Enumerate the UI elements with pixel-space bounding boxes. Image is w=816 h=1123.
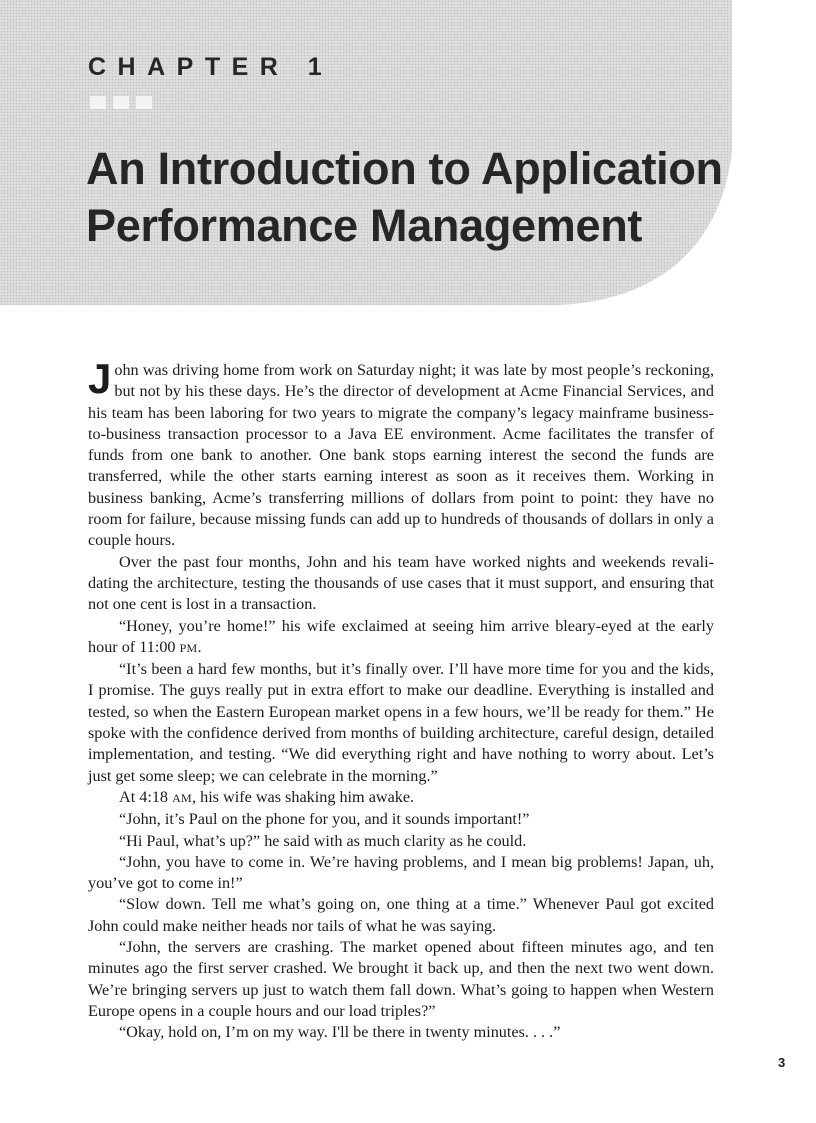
- page-number: 3: [778, 1055, 786, 1070]
- paragraph-text: “Honey, you’re home!” his wife exclaimed at seeing him arrive bleary-eyed at the early hour of 11:00: [88, 616, 714, 656]
- paragraph: “It’s been a hard few months, but it’s finally over. I’ll have more time for you and the kids, I promise. The guys really put in extra effort to make our deadline. Everything is installed and tested, so when the Eastern European market opens in a few hours, we’ll be ready for them.” He spoke with the confidence derived from months of building architecture, careful design, detailed implementation, and testing. “We did everything right and have nothing to worry about. Let’s just get some sleep; we can celebrate in the morning.”: [88, 660, 714, 785]
- paragraph: Over the past four months, John and his team have worked nights and weekends revali-dating the architecture, testing the thousands of use cases that it must support, and ensuring that not one cent is lost in a transaction.: [88, 552, 714, 614]
- paragraph: “Hi Paul, what’s up?” he said with as much clarity as he could.: [119, 831, 527, 850]
- paragraph: “Slow down. Tell me what’s going on, one thing at a time.” Whenever Paul got excited John could make neither heads nor tails of what he was saying.: [88, 895, 714, 935]
- paragraph-text: , his wife was shaking him awake.: [192, 787, 415, 806]
- paragraph-text: ohn was driving home from work on Saturday night; it was late by most people’s reckoning, but not by his these days. He’s the director of development at Acme Financial Services, and his team has been laboring for two years to migrate the company’s legacy mainframe business-to-business transaction processor to a Java EE environment. Acme facilitates the transfer of funds from one bank to another. One bank stops earning interest the second the funds are transferred, while the other starts earning interest as soon as it receives them. Working in business banking, Acme’s transferring millions of dollars from point to point: they have no room for failure, because missing funds can add up to hundreds of thousands of dollars in only a couple hours.: [88, 361, 714, 550]
- paragraph: “Okay, hold on, I’m on my way. I'll be there in twenty minutes. . . .”: [119, 1023, 561, 1042]
- bullet-square: [90, 96, 106, 109]
- small-caps-time: AM: [172, 790, 192, 805]
- chapter-title: An Introduction to Application Performance Management: [86, 143, 723, 251]
- paragraph: [88, 355, 714, 552]
- paragraph: “John, it’s Paul on the phone for you, and it sounds important!”: [119, 810, 530, 829]
- bullet-square: [136, 96, 152, 109]
- paragraph: “John, you have to come in. We’re having problems, and I mean big problems! Japan, uh, you’ve got to come in!”: [88, 852, 714, 893]
- bullet-square: [113, 96, 129, 109]
- chapter-label: CHAPTER 1: [88, 53, 334, 81]
- paragraph: [88, 616, 714, 660]
- chapter-bullets: [90, 96, 152, 109]
- small-caps-time: PM: [179, 640, 198, 655]
- paragraph: “John, the servers are crashing. The market opened about fifteen minutes ago, and ten minutes ago the first server crashed. We brought it back up, and then the next two went down. We’re bringing servers up just to watch them fall down. What’s going to happen when Western Europe opens in a couple hours and our load triples?”: [88, 938, 714, 1020]
- paragraph-text: .: [197, 637, 202, 656]
- chapter-body: [88, 355, 714, 1044]
- paragraph: [88, 787, 714, 809]
- drop-cap: J: [88, 355, 112, 402]
- paragraph-text: At 4:18: [119, 787, 173, 806]
